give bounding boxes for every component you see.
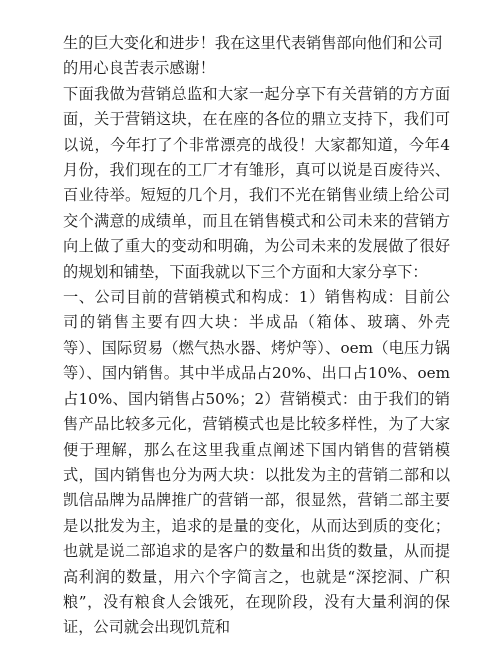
- paragraph-intro: 下面我做为营销总监和大家一起分享下有关营销的方方面面，关于营销这块，在在座的各位的鼎立支持下，我们可以说，今年打了个非常漂亮的战役！大家都知道，今年4月份，我们现在的工厂才有雏形，真可以说是百废待兴、百业待举。短短的几个月，我们不光在销售业绩上给公司交个满意的成绩单，而且在销售模式和公司未来的营销方向上做了重大的变动和明确，为公司未来的发展做了很好的规划和铺垫，下面我就以下三个方面和大家分享下：: [63, 84, 450, 281]
- paragraph-marketing-model: 一、公司目前的营销模式和构成：1）销售构成：目前公司的销售主要有四大块：半成品（箱体、玻璃、外壳等）、国际贸易（燃气热水器、烤炉等）、oem（电压力锅等）、国内销售。其中半成品占20%、出口占10%、oem占10%、国内销售占50%；2）营销模式：由于我们的销售产品比较多元化，营销模式也是比较多样性，为了大家便于理解，那么在这里我重点阐述下国内销售的营销模式，国内销售也分为两大块：以批发为主的营销二部和以凯信品牌为品牌推广的营销一部，很显然，营销二部主要是以批发为主，追求的是量的变化，从而达到质的变化；也就是说二部追求的是客户的数量和出货的数量，从而提高利润的数量，用六个字简言之，也就是“深挖洞、广积粮”，没有粮食人会饿死，在现阶段，没有大量利润的保证，公司就会出现饥荒和: [63, 288, 450, 637]
- paragraph-thanks: 生的巨大变化和进步！我在这里代表销售部向他们和公司的用心良苦表示感谢！: [63, 34, 443, 78]
- document-body: [63, 31, 450, 641]
